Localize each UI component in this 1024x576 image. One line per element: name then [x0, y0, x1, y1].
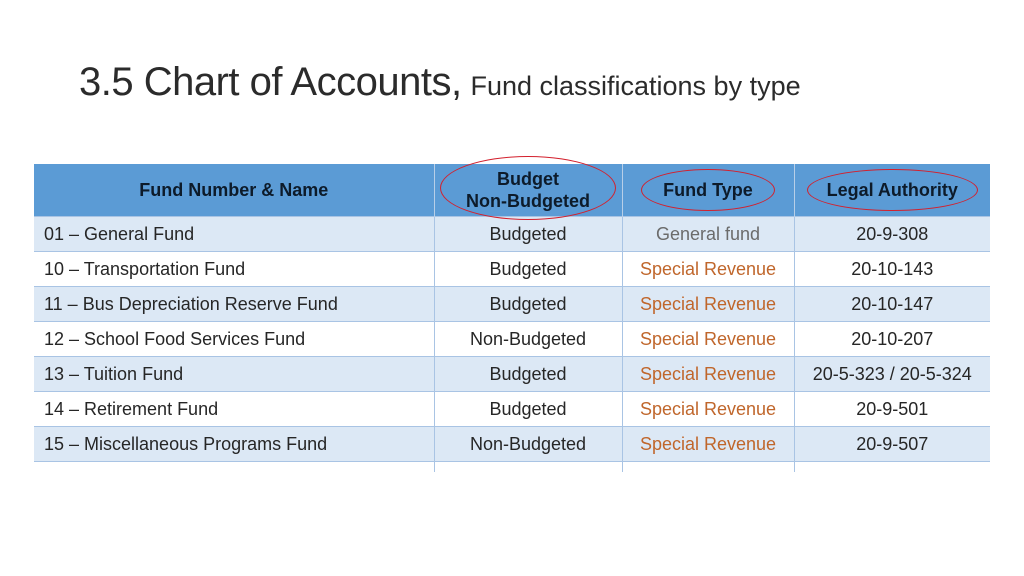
- fund-type-cell: Special Revenue: [622, 392, 794, 427]
- fund-name-cell: 01 – General Fund: [34, 217, 434, 252]
- header-legal-authority: [794, 164, 990, 217]
- legal-authority-cell: 20-10-207: [794, 322, 990, 357]
- cropped-cell: [34, 462, 434, 473]
- fund-type-cell: Special Revenue: [622, 287, 794, 322]
- header-legal-circled: [823, 179, 962, 201]
- fund-name-cell: 12 – School Food Services Fund: [34, 322, 434, 357]
- slide-title-subtitle: Fund classifications by type: [470, 71, 801, 101]
- cropped-cell: [622, 462, 794, 473]
- fund-name-cell: 14 – Retirement Fund: [34, 392, 434, 427]
- header-budget-circled: [462, 168, 594, 212]
- table-row: [34, 287, 990, 322]
- header-fund-label: Fund Number & Name: [139, 180, 329, 200]
- budget-status-cell: Budgeted: [434, 357, 622, 392]
- fund-classification-table: [34, 164, 990, 472]
- legal-authority-cell: 20-9-501: [794, 392, 990, 427]
- header-type-label: Fund Type: [663, 180, 753, 200]
- fund-name-cell: 15 – Miscellaneous Programs Fund: [34, 427, 434, 462]
- header-type-circled: [659, 179, 757, 201]
- fund-type-cell: General fund: [622, 217, 794, 252]
- legal-authority-cell: 20-9-507: [794, 427, 990, 462]
- table-row-cropped: [34, 462, 990, 473]
- header-fund-type: [622, 164, 794, 217]
- legal-authority-cell: 20-10-143: [794, 252, 990, 287]
- budget-status-cell: Budgeted: [434, 392, 622, 427]
- fund-name-cell: 10 – Transportation Fund: [34, 252, 434, 287]
- budget-status-cell: Budgeted: [434, 252, 622, 287]
- header-budget-line2: Non-Budgeted: [466, 191, 590, 211]
- budget-status-cell: Non-Budgeted: [434, 322, 622, 357]
- table-row: [34, 392, 990, 427]
- header-fund-number-name: [34, 164, 434, 217]
- slide-title-main: 3.5 Chart of Accounts,: [79, 60, 462, 104]
- table-row: [34, 252, 990, 287]
- header-legal-label: Legal Authority: [826, 180, 958, 200]
- table-row: [34, 357, 990, 392]
- cropped-cell: [434, 462, 622, 473]
- fund-type-cell: Special Revenue: [622, 357, 794, 392]
- legal-authority-cell: 20-9-308: [794, 217, 990, 252]
- fund-type-cell: Special Revenue: [622, 427, 794, 462]
- budget-status-cell: Budgeted: [434, 217, 622, 252]
- fund-type-cell: Special Revenue: [622, 252, 794, 287]
- fund-name-cell: 11 – Bus Depreciation Reserve Fund: [34, 287, 434, 322]
- table-row: [34, 322, 990, 357]
- slide-title: [79, 60, 801, 105]
- table-header-row: [34, 164, 990, 217]
- fund-name-cell: 13 – Tuition Fund: [34, 357, 434, 392]
- table-row: [34, 427, 990, 462]
- legal-authority-cell: 20-10-147: [794, 287, 990, 322]
- table-row: [34, 217, 990, 252]
- cropped-cell: [794, 462, 990, 473]
- legal-authority-cell: 20-5-323 / 20-5-324: [794, 357, 990, 392]
- header-budget-status: [434, 164, 622, 217]
- budget-status-cell: Non-Budgeted: [434, 427, 622, 462]
- header-budget-line1: Budget: [496, 169, 559, 189]
- fund-type-cell: Special Revenue: [622, 322, 794, 357]
- budget-status-cell: Budgeted: [434, 287, 622, 322]
